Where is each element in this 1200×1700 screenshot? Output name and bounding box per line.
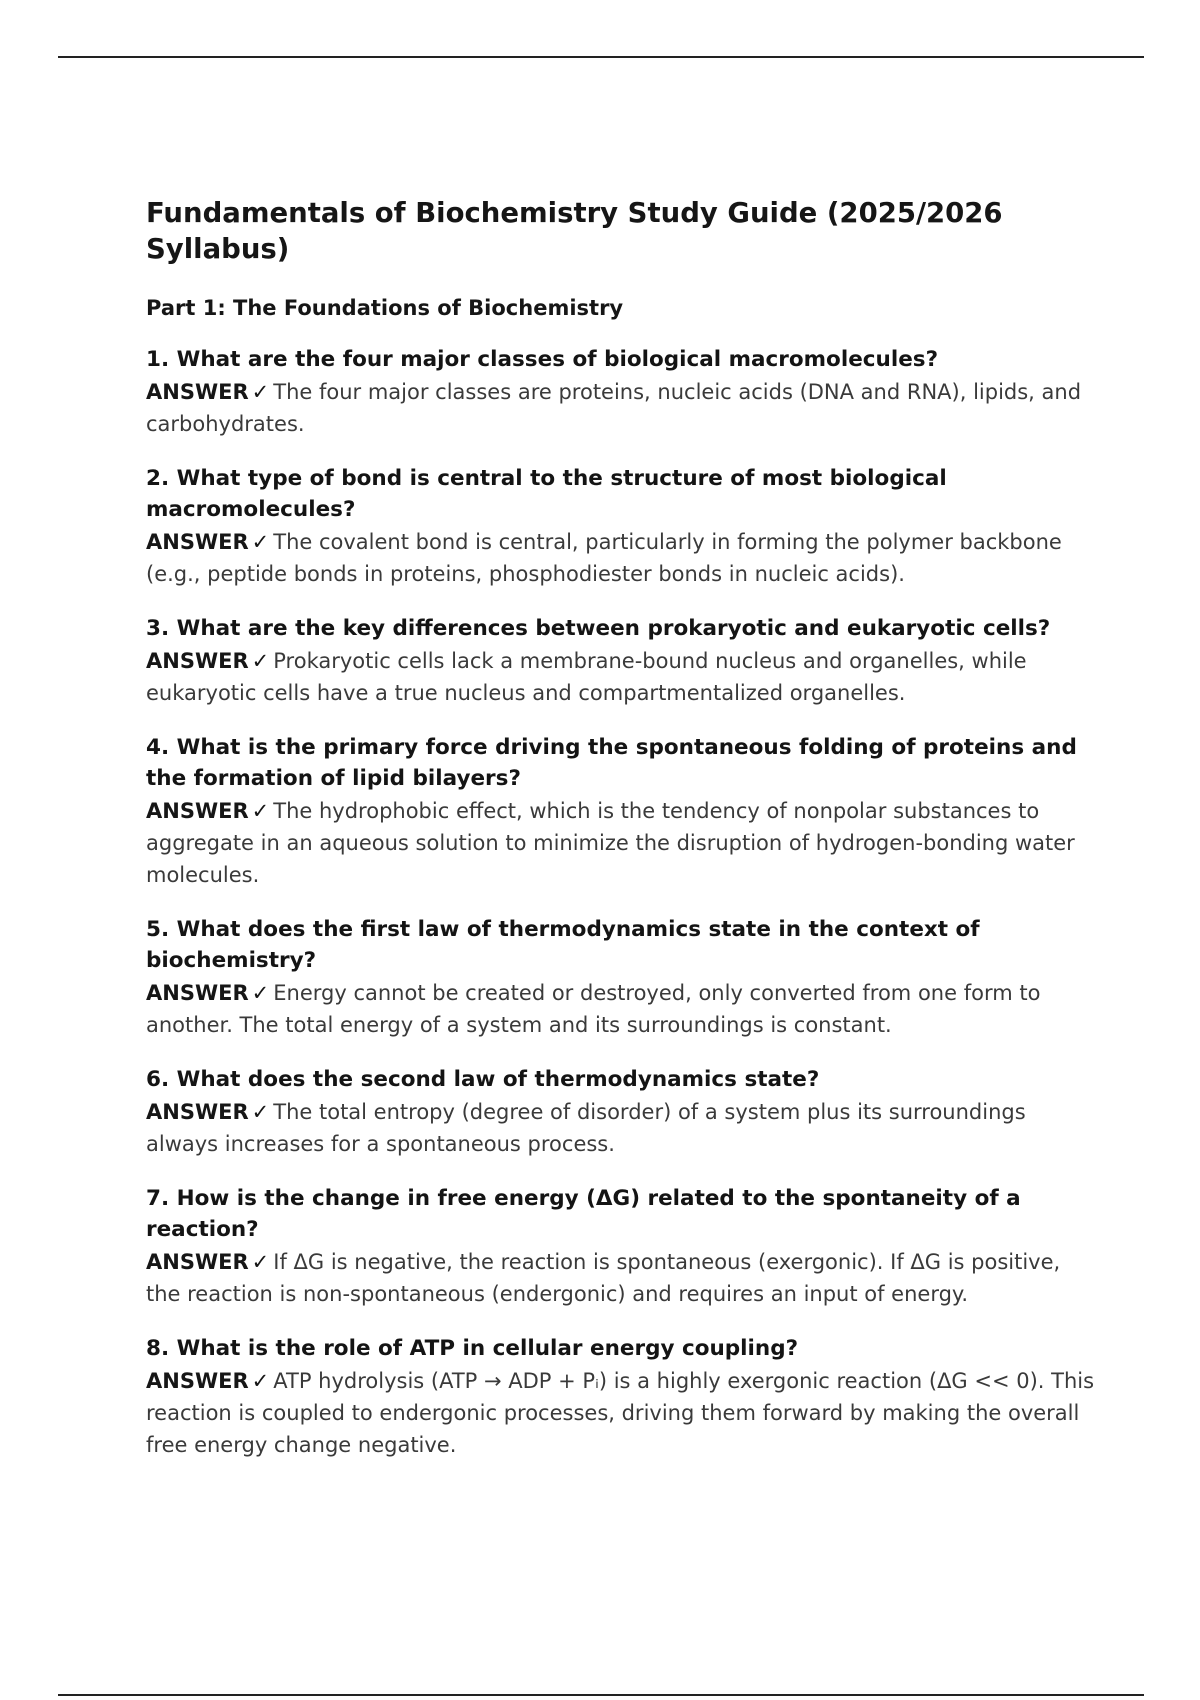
check-icon: ✓ <box>251 1099 270 1124</box>
question-1: 1. What are the four major classes of biological macromolecules? <box>146 346 939 372</box>
qa-item-1 <box>146 344 1096 440</box>
answer-label: ANSWER <box>146 379 249 404</box>
answer-8 <box>146 1365 1096 1461</box>
bottom-divider <box>58 1694 1144 1696</box>
qa-item-2 <box>146 463 1096 590</box>
answer-text: The four major classes are proteins, nucleic acids (DNA and RNA), lipids, and carbohydrates. <box>146 379 1082 436</box>
answer-text: The hydrophobic effect, which is the tendency of nonpolar substances to aggregate in an aqueous solution to minimize the disruption of hydrogen-bonding water molecules. <box>146 798 1075 887</box>
answer-3 <box>146 645 1096 709</box>
question-2: 2. What type of bond is central to the structure of most biological macromolecules? <box>146 465 947 522</box>
part-heading: Part 1: The Foundations of Biochemistry <box>146 295 624 320</box>
check-icon: ✓ <box>251 648 270 673</box>
answer-1 <box>146 376 1096 440</box>
question-5: 5. What does the first law of thermodynamics state in the context of biochemistry? <box>146 916 980 973</box>
question-3: 3. What are the key differences between prokaryotic and eukaryotic cells? <box>146 615 1051 641</box>
question-7: 7. How is the change in free energy (ΔG) related to the spontaneity of a reaction? <box>146 1185 1021 1242</box>
answer-2 <box>146 526 1096 590</box>
answer-5 <box>146 977 1096 1041</box>
qa-item-5 <box>146 914 1096 1041</box>
answer-label: ANSWER <box>146 1249 249 1274</box>
qa-item-6 <box>146 1064 1096 1160</box>
answer-label: ANSWER <box>146 648 249 673</box>
document-body <box>146 196 1096 1484</box>
qa-item-4 <box>146 732 1096 891</box>
answer-label: ANSWER <box>146 529 249 554</box>
top-divider <box>58 56 1144 58</box>
check-icon: ✓ <box>251 1249 270 1274</box>
answer-text: The covalent bond is central, particularly in forming the polymer backbone (e.g., peptide bonds in proteins, phosphodiester bonds in nucleic acids). <box>146 529 1062 586</box>
document-title: Fundamentals of Biochemistry Study Guide (2025/2026 Syllabus) <box>146 197 1003 265</box>
question-6: 6. What does the second law of thermodynamics state? <box>146 1066 820 1092</box>
answer-label: ANSWER <box>146 798 249 823</box>
answer-text: ATP hydrolysis (ATP → ADP + Pᵢ) is a highly exergonic reaction (ΔG << 0). This reaction is coupled to endergonic processes, driving them forward by making the overall free energy change negative. <box>146 1368 1095 1457</box>
answer-text: If ΔG is negative, the reaction is spontaneous (exergonic). If ΔG is positive, the reaction is non-spontaneous (endergonic) and requires an input of energy. <box>146 1249 1061 1306</box>
answer-text: The total entropy (degree of disorder) of a system plus its surroundings always increases for a spontaneous process. <box>146 1099 1026 1156</box>
answer-label: ANSWER <box>146 1099 249 1124</box>
answer-label: ANSWER <box>146 1368 249 1393</box>
answer-4 <box>146 795 1096 891</box>
check-icon: ✓ <box>251 1368 270 1393</box>
question-8: 8. What is the role of ATP in cellular energy coupling? <box>146 1335 799 1361</box>
check-icon: ✓ <box>251 529 270 554</box>
answer-label: ANSWER <box>146 980 249 1005</box>
qa-item-8 <box>146 1333 1096 1461</box>
check-icon: ✓ <box>251 379 270 404</box>
answer-7 <box>146 1246 1096 1310</box>
qa-item-3 <box>146 613 1096 709</box>
answer-6 <box>146 1096 1096 1160</box>
check-icon: ✓ <box>251 798 270 823</box>
question-4: 4. What is the primary force driving the spontaneous folding of proteins and the formation of lipid bilayers? <box>146 734 1077 791</box>
answer-text: Prokaryotic cells lack a membrane-bound nucleus and organelles, while eukaryotic cells have a true nucleus and compartmentalized organelles. <box>146 648 1027 705</box>
check-icon: ✓ <box>251 980 270 1005</box>
answer-text: Energy cannot be created or destroyed, only converted from one form to another. The total energy of a system and its surroundings is constant. <box>146 980 1041 1037</box>
qa-item-7 <box>146 1183 1096 1310</box>
